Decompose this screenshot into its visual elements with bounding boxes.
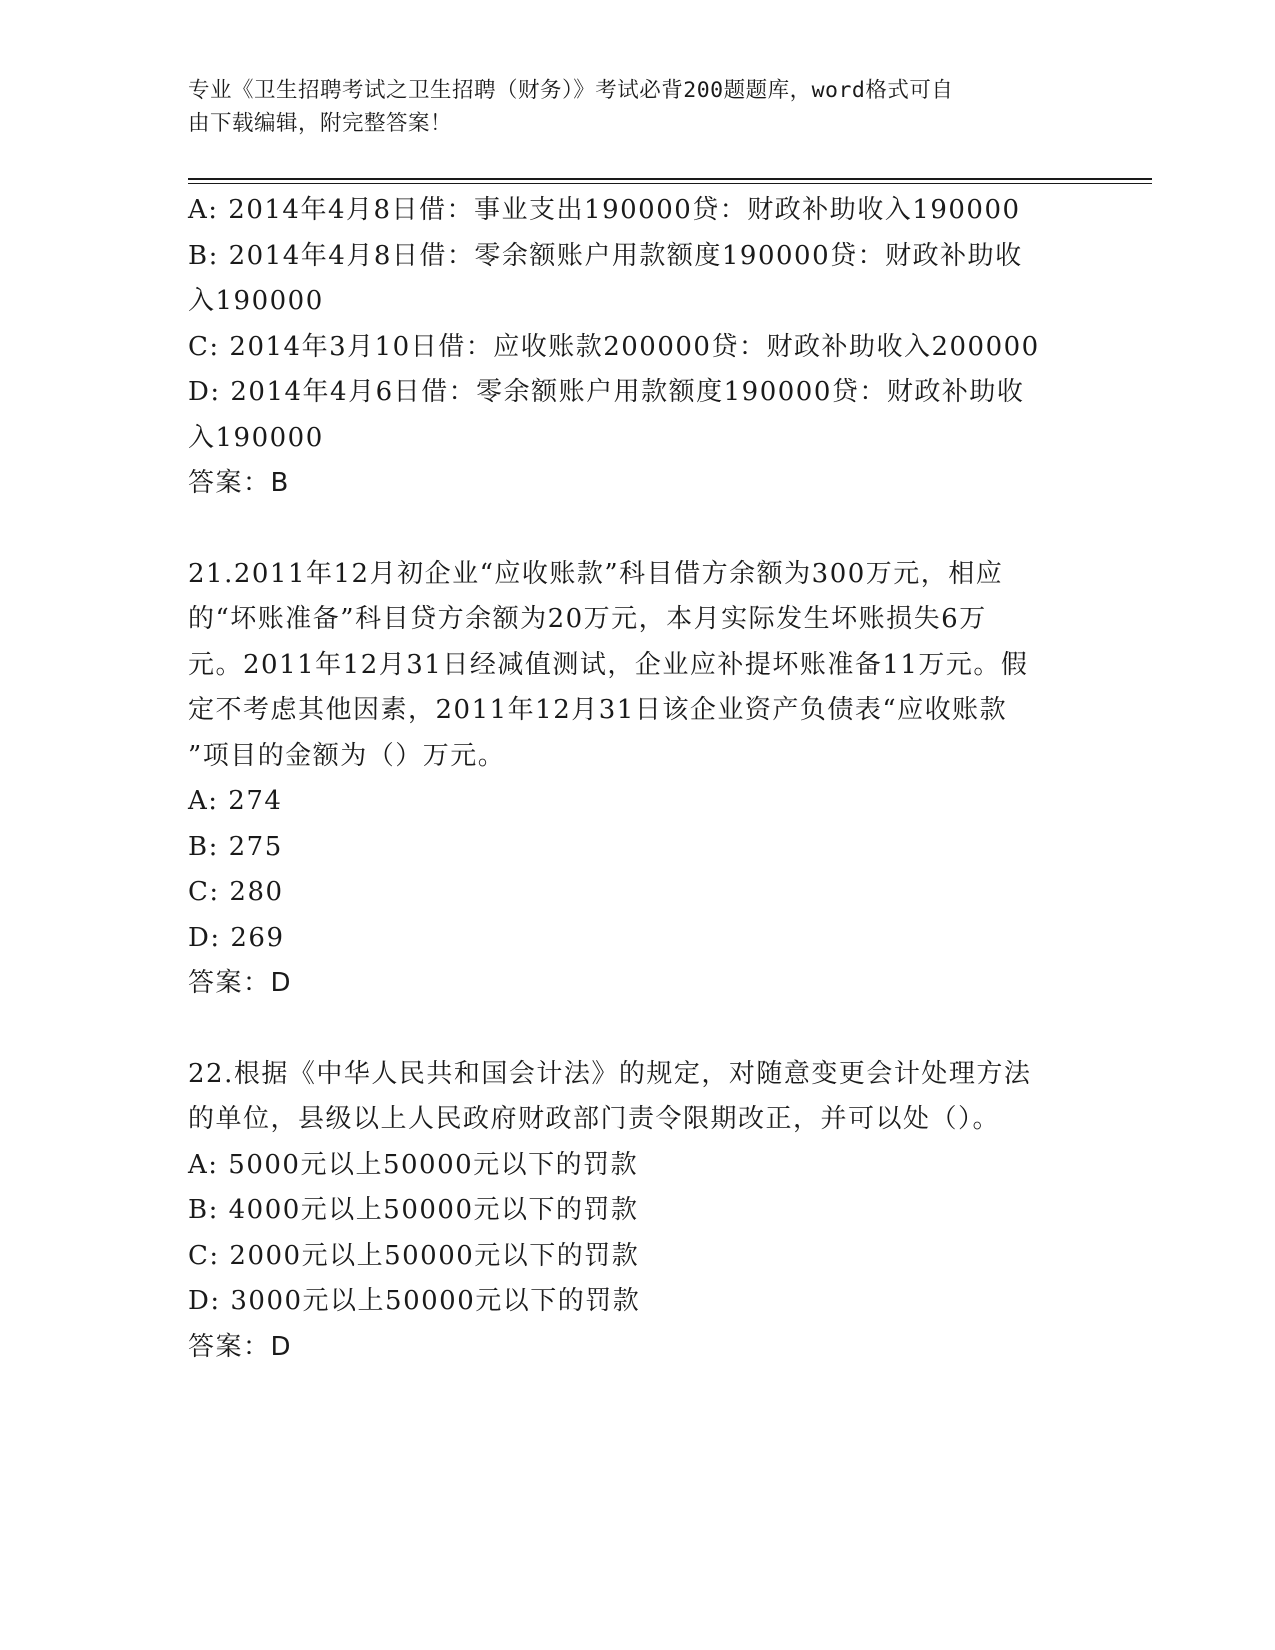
question-text-line: 定不考虑其他因素，2011年12月31日该企业资产负债表“应收账款 (188, 695, 1008, 725)
option-c: C: 2014年3月10日借：应收账款200000贷：财政补助收入200000 (188, 331, 1040, 362)
question-20-block (188, 188, 1078, 507)
header-rule-thin (188, 183, 1152, 184)
option-a: A: 2014年4月8日借：事业支出190000贷：财政补助收入190000 (188, 195, 1021, 225)
answer: 答案：B (188, 468, 290, 498)
option-c: C: 280 (188, 877, 284, 907)
answer: 答案：D (188, 1331, 293, 1362)
question-text-line: 21.2011年12月初企业“应收账款”科目借方余额为300万元，相应 (188, 558, 1004, 589)
question-21-block (188, 552, 1078, 1007)
question-text-line: 的单位，县级以上人民政府财政部门责令限期改正，并可以处（）。 (188, 1104, 1001, 1134)
option-b-line-1: B: 2014年4月8日借：零余额账户用款额度190000贷：财政补助收 (188, 240, 1023, 271)
question-22-block (188, 1052, 1078, 1371)
document-header (188, 74, 1068, 140)
question-text-line: ”项目的金额为（）万元。 (188, 740, 506, 771)
option-d-line-2: 入190000 (188, 422, 324, 453)
header-title-line-1: 专业《卫生招聘考试之卫生招聘（财务）》考试必背200题题库，word格式可自 (188, 78, 954, 103)
option-b-line-2: 入190000 (188, 286, 324, 316)
option-a: A: 5000元以上50000元以下的罚款 (188, 1149, 639, 1180)
header-title-line-2: 由下载编辑，附完整答案！ (188, 111, 453, 136)
document-body (188, 188, 1078, 1370)
question-text-line: 的“坏账准备”科目贷方余额为20万元，本月实际发生坏账损失6万 (188, 604, 987, 634)
question-text-line: 元。2011年12月31日经减值测试，企业应补提坏账准备11万元。假 (188, 649, 1029, 680)
option-d: D: 269 (188, 922, 285, 953)
option-d-line-1: D: 2014年4月6日借：零余额账户用款额度190000贷：财政补助收 (188, 377, 1025, 407)
option-b: B: 275 (188, 831, 283, 862)
option-b: B: 4000元以上50000元以下的罚款 (188, 1195, 639, 1225)
option-a: A: 274 (188, 786, 283, 816)
option-d: D: 3000元以上50000元以下的罚款 (188, 1286, 641, 1316)
option-c: C: 2000元以上50000元以下的罚款 (188, 1240, 640, 1271)
question-text-line: 22.根据《中华人民共和国会计法》的规定，对随意变更会计处理方法 (188, 1058, 1032, 1089)
header-rule-thick (188, 178, 1152, 180)
answer: 答案：D (188, 968, 293, 998)
